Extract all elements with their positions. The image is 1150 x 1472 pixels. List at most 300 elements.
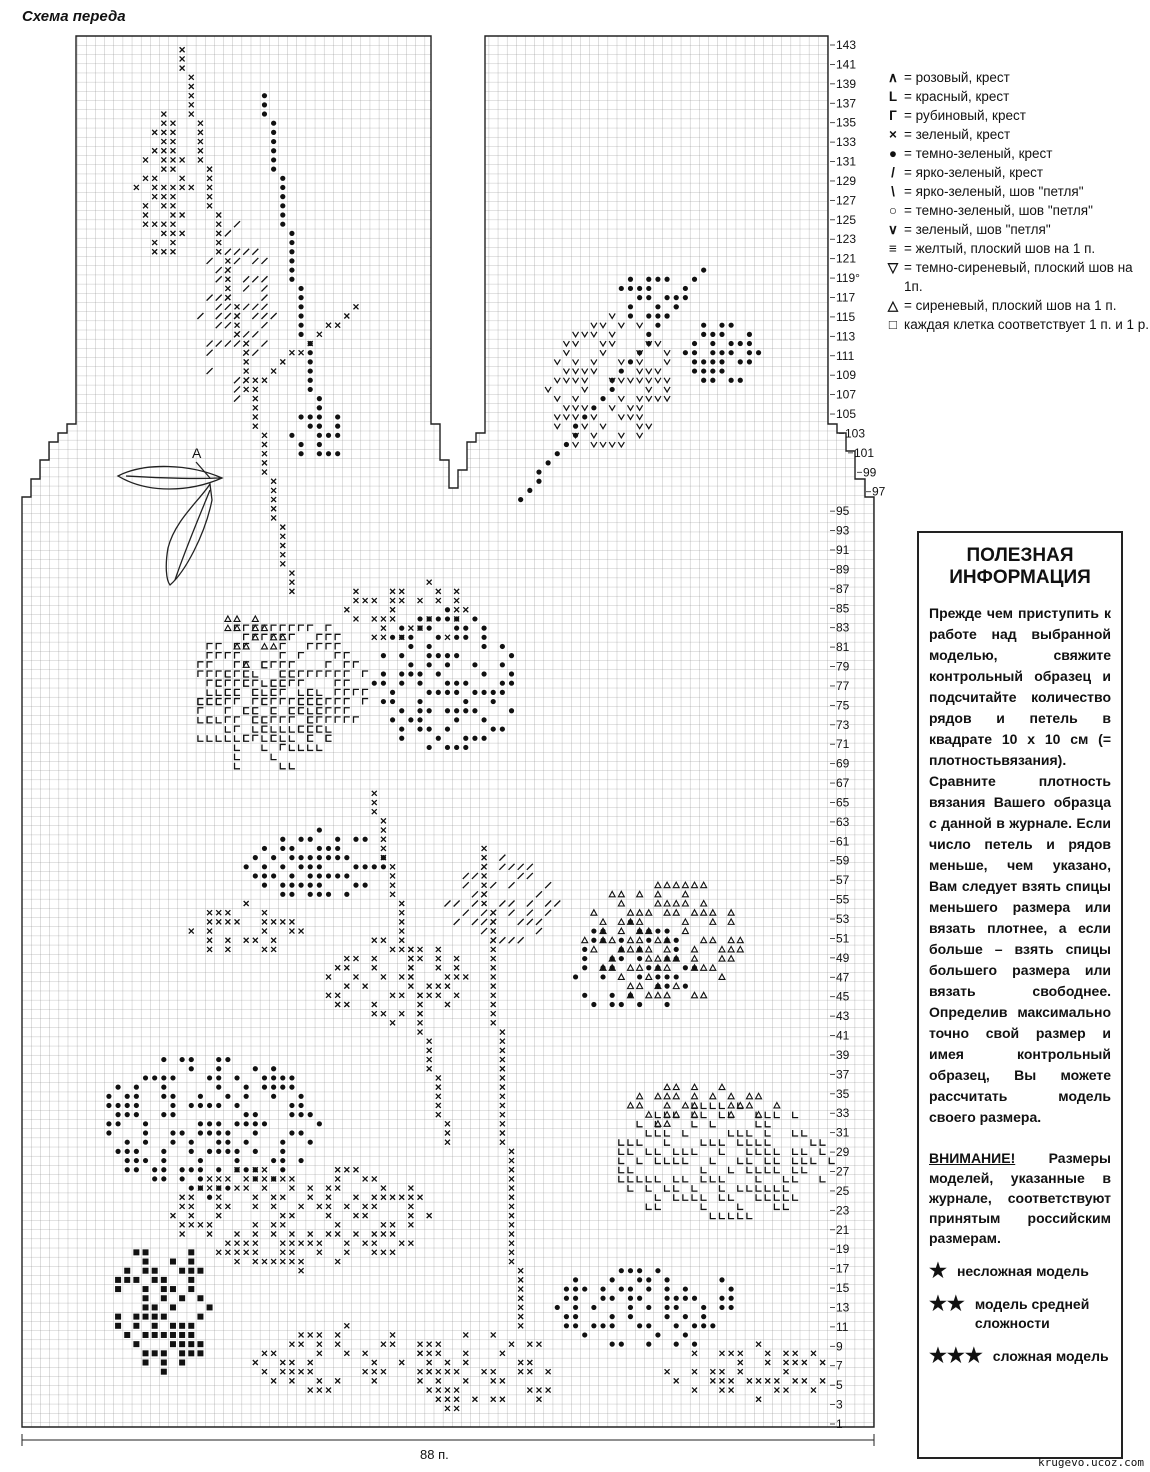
stitch-mark [197, 1295, 203, 1301]
dark-green-loop-icon: ○ [888, 203, 898, 218]
stitch-mark [445, 653, 450, 658]
stitch-mark [179, 1360, 185, 1366]
stitch-mark [417, 708, 422, 713]
stitch-mark [610, 965, 615, 970]
attention-heading: ВНИМАНИЕ! [929, 1150, 1016, 1166]
stitch-mark [234, 1075, 239, 1080]
legend-item [882, 220, 1150, 239]
stitch-mark [289, 883, 294, 888]
stitch-mark [747, 359, 752, 364]
stitch-mark [280, 1140, 285, 1145]
stitch-mark [298, 855, 303, 860]
legend-text: = сиреневый, плоский шов на 1 п. [904, 298, 1117, 313]
stitch-mark [115, 1277, 121, 1283]
stitch-mark [518, 497, 523, 502]
legend-item [882, 182, 1150, 201]
stitch-mark [133, 1314, 139, 1320]
stitch-mark [600, 1323, 605, 1328]
stitch-mark [179, 1295, 185, 1301]
row-number: 103 [845, 426, 866, 441]
row-number: 131 [836, 154, 857, 169]
stitch-mark [664, 1305, 669, 1310]
stitch-mark [655, 1268, 660, 1273]
stitch-mark [610, 378, 615, 383]
stitch-mark [674, 947, 679, 952]
stitch-mark [491, 690, 496, 695]
legend-item [882, 106, 1150, 125]
stitch-mark [244, 1085, 249, 1090]
stitch-mark [655, 277, 660, 282]
row-number: 67 [836, 776, 850, 791]
stitch-mark [271, 1075, 276, 1080]
website-watermark: krugevo.ucoz.com [1038, 1456, 1144, 1469]
stitch-mark [180, 1167, 185, 1172]
stitch-mark [637, 1296, 642, 1301]
stitch-mark [582, 993, 587, 998]
stitch-mark [701, 368, 706, 373]
legend-item [882, 125, 1150, 144]
stitch-mark [582, 956, 587, 961]
difficulty-label: несложная модель [956, 1263, 1089, 1279]
stitch-mark [454, 653, 459, 658]
stitch-mark [143, 1130, 148, 1135]
stitch-mark [125, 1149, 130, 1154]
stitch-mark [225, 1130, 230, 1135]
star-icon: ★★ [929, 1293, 965, 1315]
stitch-mark [390, 699, 395, 704]
stitch-mark [188, 1277, 194, 1283]
stitch-mark [536, 469, 541, 474]
stitch-mark [500, 644, 505, 649]
stitch-mark [628, 1305, 633, 1310]
stitch-mark [390, 690, 395, 695]
stitch-mark [198, 1094, 203, 1099]
stitch-mark [225, 1149, 230, 1154]
stitch-mark [655, 313, 660, 318]
stitch-mark [436, 671, 441, 676]
stitch-mark [253, 855, 258, 860]
stitch-mark [179, 1268, 185, 1274]
stitch-mark [417, 681, 422, 686]
stitch-mark [408, 644, 413, 649]
stitch-mark [280, 1085, 285, 1090]
stitch-mark [381, 699, 386, 704]
stitch-mark [317, 451, 322, 456]
stitch-mark [143, 1140, 148, 1145]
stitch-mark [125, 1140, 130, 1145]
stitch-mark [637, 1323, 642, 1328]
stitch-mark [463, 736, 468, 741]
stitch-mark [445, 662, 450, 667]
stitch-mark [463, 681, 468, 686]
lilac-flat-icon: △ [887, 298, 899, 313]
row-number: 89 [836, 562, 850, 577]
stitch-mark [619, 368, 624, 373]
stitch-mark [152, 1332, 158, 1338]
stitch-mark [289, 1130, 294, 1135]
row-number: 93 [836, 523, 850, 538]
stitch-mark [115, 1085, 120, 1090]
stitch-mark [152, 1268, 158, 1274]
stitch-mark [262, 883, 267, 888]
row-number: 41 [836, 1028, 850, 1043]
stitch-mark [610, 1323, 615, 1328]
stitch-mark [179, 1323, 185, 1329]
stitch-mark [500, 662, 505, 667]
stitch-mark [244, 1167, 249, 1172]
stitch-mark [298, 323, 303, 328]
stitch-mark [188, 1350, 194, 1356]
row-number: 115 [836, 309, 856, 324]
stitch-mark [573, 433, 578, 438]
green-cross-icon: × [889, 127, 897, 142]
stitch-mark [619, 286, 624, 291]
stitch-mark [134, 1149, 139, 1154]
stitch-mark [161, 1360, 167, 1366]
stitch-mark [481, 635, 486, 640]
stitch-mark [161, 1369, 167, 1375]
stitch-mark [756, 350, 761, 355]
stitch-mark [280, 176, 285, 181]
stitch-mark [381, 855, 386, 860]
stitch-mark [573, 1314, 578, 1319]
stitch-mark [335, 837, 340, 842]
stitch-mark [683, 295, 688, 300]
stitch-mark [646, 938, 651, 943]
legend-item [882, 315, 1150, 334]
row-number: 55 [836, 892, 850, 907]
stitch-mark [427, 626, 432, 631]
stitch-mark [161, 1176, 166, 1181]
stitch-mark [308, 1140, 313, 1145]
stitch-mark [198, 1121, 203, 1126]
stitch-mark [664, 1002, 669, 1007]
stitch-mark [683, 1296, 688, 1301]
legend-text: каждая клетка соответствует 1 п. и 1 р. [904, 317, 1150, 332]
legend-item [882, 144, 1150, 163]
stitch-mark [280, 883, 285, 888]
stitch-mark [289, 1112, 294, 1117]
row-number: 27 [836, 1164, 850, 1179]
stitch-mark [353, 864, 358, 869]
stitch-mark [134, 1112, 139, 1117]
stitch-mark [198, 1130, 203, 1135]
stitch-mark [363, 864, 368, 869]
stitch-mark [280, 1149, 285, 1154]
stitch-mark [637, 1268, 642, 1273]
stitch-mark [408, 671, 413, 676]
stitch-mark [445, 616, 450, 621]
stitch-mark [445, 745, 450, 750]
stitch-mark [308, 359, 313, 364]
stitch-mark [491, 726, 496, 731]
stitch-mark [198, 1167, 203, 1172]
stitch-mark [463, 745, 468, 750]
stitch-mark [573, 1277, 578, 1282]
row-number: 49 [836, 950, 850, 965]
stitch-mark [115, 1121, 120, 1126]
row-number: 137 [836, 96, 857, 111]
stitch-mark [683, 984, 688, 989]
stitch-mark [124, 1332, 130, 1338]
row-number: 125 [836, 212, 857, 227]
legend-text: = зеленый, крест [904, 127, 1011, 142]
stitch-mark [253, 1130, 258, 1135]
stitch-mark [143, 1304, 149, 1310]
stitch-mark [500, 690, 505, 695]
stitch-mark [701, 332, 706, 337]
stitch-mark [280, 222, 285, 227]
stitch-mark [298, 295, 303, 300]
stitch-mark [729, 341, 734, 346]
stitch-mark [225, 1185, 230, 1190]
stitch-mark [161, 1286, 167, 1292]
stitch-mark [701, 359, 706, 364]
stitch-mark [289, 277, 294, 282]
stitch-mark [188, 1268, 194, 1274]
stitch-mark [719, 368, 724, 373]
stitch-mark [472, 690, 477, 695]
stitch-mark [427, 726, 432, 731]
stitch-mark [262, 1085, 267, 1090]
stitch-mark [610, 1314, 615, 1319]
stitch-mark [600, 396, 605, 401]
stitch-mark [198, 1103, 203, 1108]
stitch-mark [619, 1286, 624, 1291]
stitch-mark [628, 1314, 633, 1319]
row-number: 59 [836, 853, 850, 868]
stitch-mark [555, 451, 560, 456]
stitch-mark [161, 1149, 166, 1154]
stitch-mark [600, 1296, 605, 1301]
stitch-mark [317, 883, 322, 888]
stitch-mark [115, 1112, 120, 1117]
stitch-mark [664, 1286, 669, 1291]
stitch-mark [664, 313, 669, 318]
stitch-mark [289, 1075, 294, 1080]
stitch-mark [408, 635, 413, 640]
stitch-mark [180, 1057, 185, 1062]
stitch-mark [454, 626, 459, 631]
stitch-mark [308, 883, 313, 888]
stitch-mark [655, 1332, 660, 1337]
stitch-mark [664, 956, 669, 961]
stitch-mark [152, 1304, 158, 1310]
stitch-mark [170, 1112, 175, 1117]
row-number: 135 [836, 115, 857, 130]
stitch-mark [143, 1259, 149, 1265]
star-icon: ★ [929, 1260, 947, 1282]
row-number: 95 [836, 504, 850, 519]
stitch-mark [115, 1103, 120, 1108]
row-number: 105 [836, 407, 857, 422]
stitch-mark [335, 414, 340, 419]
stitch-mark [308, 1112, 313, 1117]
stitch-mark [701, 1305, 706, 1310]
stitch-mark [262, 111, 267, 116]
stitch-mark [454, 681, 459, 686]
stitch-mark [600, 928, 605, 933]
stitch-mark [436, 736, 441, 741]
stitch-mark [170, 1259, 176, 1265]
stitch-mark [427, 653, 432, 658]
stitch-mark [719, 332, 724, 337]
stitch-mark [664, 938, 669, 943]
stitch-mark [454, 745, 459, 750]
stitch-mark [161, 1075, 166, 1080]
stitch-mark [216, 1085, 221, 1090]
stitch-mark [417, 699, 422, 704]
stitch-mark [747, 332, 752, 337]
stitch-mark [655, 928, 660, 933]
stitch-mark [161, 1295, 167, 1301]
stitch-mark [646, 1323, 651, 1328]
legend-text: = зеленый, шов "петля" [904, 222, 1051, 237]
stitch-mark [381, 671, 386, 676]
stitch-mark [216, 1057, 221, 1062]
stitch-mark [701, 267, 706, 272]
stitch-mark [189, 1057, 194, 1062]
stitch-mark [280, 1167, 285, 1172]
stitch-mark [161, 1057, 166, 1062]
stitch-mark [271, 1085, 276, 1090]
stitch-mark [308, 873, 313, 878]
stitch-mark [143, 1268, 149, 1274]
stitch-mark [628, 359, 633, 364]
stitch-mark [628, 1268, 633, 1273]
row-number: 75 [836, 698, 850, 713]
stitch-mark [335, 433, 340, 438]
stitch-mark [143, 1075, 148, 1080]
stitch-mark [189, 1167, 194, 1172]
stitch-mark [317, 855, 322, 860]
row-number: 25 [836, 1183, 850, 1198]
stitch-mark [646, 341, 651, 346]
legend-item [882, 201, 1150, 220]
stitch-mark [317, 433, 322, 438]
stitch-mark [335, 451, 340, 456]
stitch-mark [655, 965, 660, 970]
stitch-mark [170, 1304, 176, 1310]
stitch-mark [280, 203, 285, 208]
stitch-mark [179, 1332, 185, 1338]
stitch-mark [133, 1249, 139, 1255]
stitch-mark [610, 993, 615, 998]
stitch-mark [170, 1341, 176, 1347]
stitch-mark [637, 350, 642, 355]
stitch-mark [125, 1167, 130, 1172]
stitch-mark [152, 1167, 157, 1172]
stitch-mark [701, 1314, 706, 1319]
stitch-mark [399, 708, 404, 713]
stitch-mark [124, 1277, 130, 1283]
stitch-mark [197, 1314, 203, 1320]
stitch-mark [216, 1140, 221, 1145]
stitch-mark [372, 681, 377, 686]
stitch-mark [326, 892, 331, 897]
row-number: 61 [836, 834, 850, 849]
stitch-mark [262, 1075, 267, 1080]
stitch-mark [317, 864, 322, 869]
stitch-mark [188, 1249, 194, 1255]
stitch-mark [664, 984, 669, 989]
stitch-mark [244, 1121, 249, 1126]
row-number: 3 [836, 1397, 843, 1412]
stitch-mark [463, 708, 468, 713]
stitch-mark [436, 653, 441, 658]
stitch-mark [692, 359, 697, 364]
stitch-mark [161, 1112, 166, 1117]
stitch-mark [115, 1314, 121, 1320]
stitch-mark [280, 846, 285, 851]
red-cross-icon: L [888, 89, 898, 104]
row-number: 87 [836, 581, 850, 596]
row-number: 117 [836, 290, 856, 305]
row-number: 23 [836, 1203, 850, 1218]
stitch-mark [298, 1158, 303, 1163]
legend-item [882, 68, 1150, 87]
stitch-mark [500, 681, 505, 686]
stitch-mark [646, 277, 651, 282]
stitch-mark [161, 1314, 167, 1320]
stitch-mark [188, 1259, 194, 1265]
stitch-mark [381, 864, 386, 869]
stitch-mark [143, 1158, 148, 1163]
stitch-mark [637, 928, 642, 933]
stitch-mark [289, 433, 294, 438]
legend [882, 68, 1150, 334]
stitch-mark [674, 304, 679, 309]
stitch-mark [692, 277, 697, 282]
legend-text: = ярко-зеленый, крест [904, 165, 1044, 180]
stitch-mark [628, 313, 633, 318]
stitch-mark [655, 323, 660, 328]
stitch-mark [143, 1249, 149, 1255]
stitch-mark [729, 378, 734, 383]
stitch-mark [133, 1277, 139, 1283]
row-number: 99 [863, 465, 877, 480]
difficulty-hard [929, 1347, 1111, 1366]
stitch-mark [152, 1350, 158, 1356]
bright-green-loop-icon: \ [891, 184, 895, 199]
attention-text: Размеры моделей, указанные в журнале, соответствуют принятым российским размерам. [929, 1150, 1111, 1246]
stitch-mark [738, 359, 743, 364]
stitch-mark [161, 1332, 167, 1338]
stitch-mark [427, 708, 432, 713]
stitch-mark [692, 1296, 697, 1301]
row-number: 139 [836, 76, 857, 91]
row-number: 141 [836, 57, 857, 72]
stitch-mark [445, 607, 450, 612]
stitch-mark [481, 644, 486, 649]
stitch-mark [500, 726, 505, 731]
legend-text: = темно-сиреневый, плоский шов на 1п. [904, 260, 1133, 294]
stitch-mark [619, 1002, 624, 1007]
stitch-mark [591, 1323, 596, 1328]
stitch-mark [481, 717, 486, 722]
row-number: 77 [836, 678, 850, 693]
stitch-mark [674, 295, 679, 300]
stitch-mark [298, 883, 303, 888]
stitch-mark [216, 1075, 221, 1080]
stitch-mark [509, 681, 514, 686]
star-icon: ★★★ [929, 1345, 983, 1367]
stitch-mark [710, 378, 715, 383]
stitch-mark [115, 1286, 121, 1292]
stitch-mark [399, 626, 404, 631]
stitch-mark [271, 121, 276, 126]
stitch-mark [363, 883, 368, 888]
